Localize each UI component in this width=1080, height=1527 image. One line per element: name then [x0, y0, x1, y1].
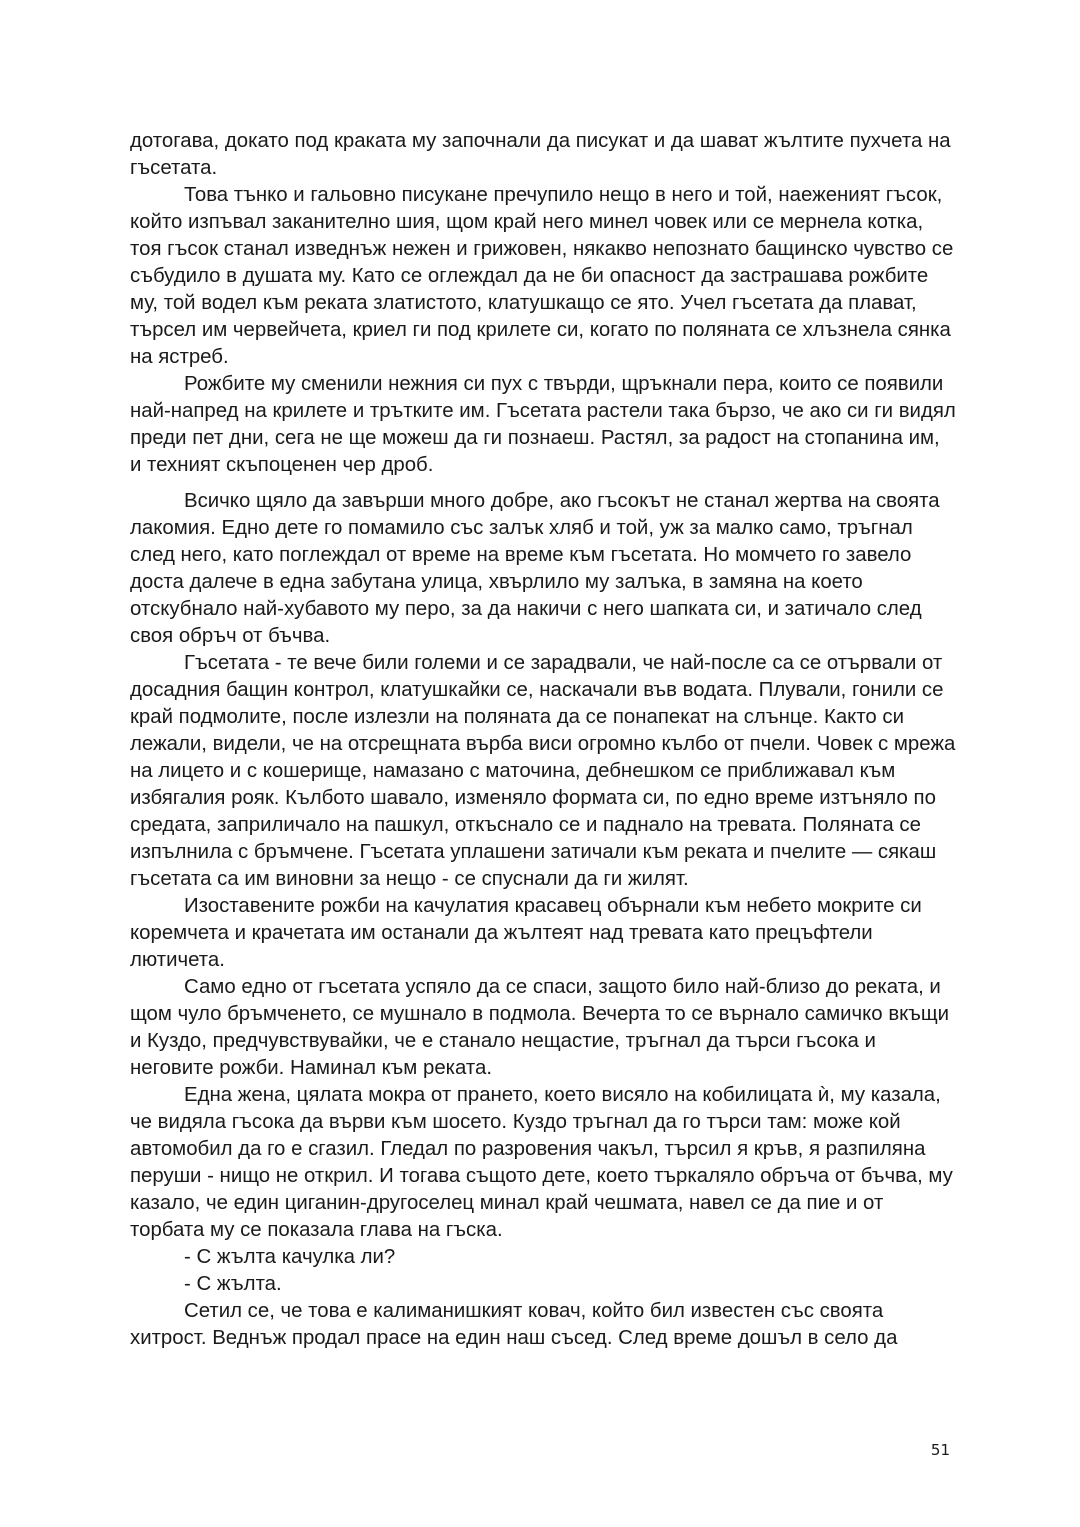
- body-text: [130, 128, 956, 1352]
- paragraph-8: Една жена, цялата мокра от прането, което висяло на кобилицата ѝ, му казала, че видяла гъсока да върви към шосето. Куздо тръгнал да го търси там: може кой автомобил да го е сгазил. Гледал по разровения чакъл, търсил я кръв, я разпиляна перуши - нищо не открил. И тогава същото дете, което търкаляло обръча от бъчва, му казало, че един циганин-другоселец минал край чешмата, навел се да пие и от торбата му се показала глава на гъска.: [130, 1084, 953, 1241]
- paragraph-9: Сетил се, че това е калиманишкият ковач, който бил известен със своята хитрост. Веднъж продал прасе на един наш съсед. След време дошъл в село да: [130, 1300, 898, 1349]
- paragraph-4: Всичко щяло да завърши много добре, ако гъсокът не станал жертва на своята лакомия. Едно дете го помамило със залък хляб и той, уж за малко само, тръгнал след него, като поглеждал от време на време към гъсетата. Но момчето го завело доста далече в една забутана улица, хвърлило му залъка, в замяна на което отскубнало най-хубавото му перо, за да накичи с него шапката си, и затичало след своя обръч от бъчва.: [130, 490, 940, 647]
- dialogue-line-1: - С жълта качулка ли?: [184, 1246, 396, 1268]
- paragraph-5: Гъсетата - те вече били големи и се зарадвали, че най-после са се отървали от досадния бащин контрол, клатушкайки се, наскачали във водата. Плували, гонили се край подмолите, после излезли на поляната да се понапекат на слънце. Както си лежали, видели, че на отсрещната върба виси огромно кълбо от пчели. Човек с мрежа на лицето и с кошерище, намазано с маточина, дебнешком се приближавал към избягалия рояк. Кълбото шавало, изменяло формата си, по едно време изтъняло по средата, заприличало на пашкул, откъснало се и паднало на тревата. Поляната се изпълнила с бръмчене. Гъсетата уплашени затичали към реката и пчелите — сякаш гъсетата са им виновни за нещо - се спуснали да ги жилят.: [130, 652, 956, 890]
- dialogue-line-2: - С жълта.: [184, 1273, 282, 1295]
- paragraph-1: дотогава, докато под краката му започнали да писукат и да шават жълтите пухчета на гъсетата.: [130, 130, 951, 179]
- page-number: 51: [930, 1441, 950, 1459]
- paragraph-3: Рожбите му сменили нежния си пух с твърди, щръкнали пера, които се появили най-напред на крилете и тръткитe им. Гъсетата растели така бързо, че ако си ги видял преди пет дни, сега не ще можеш да ги познаеш. Растял, за радост на стопанина им, и техният скъпоценен чер дроб.: [130, 373, 956, 476]
- paragraph-7: Само едно от гъсетата успяло да се спаси, защото било най-близо до реката, и щом чуло бръмченето, се мушнало в подмола. Вечерта то се върнало самичко вкъщи и Куздо, предчувствувайки, че е станало нещастие, тръгнал да търси гъсока и неговите рожби. Наминал към реката.: [130, 976, 949, 1079]
- paragraph-2: Това тънко и гальовно писукане пречупило нещо в него и той, наеженият гъсок, който изпъвал заканително шия, щом край него минел човек или се мернела котка, тоя гъсок станал изведнъж нежен и грижовен, някакво непознато бащинско чувство се събудило в душата му. Като се оглеждал да не би опасност да застрашава рожбите му, той водел към реката златистото, клатушкащо се ято. Учел гъсетата да плават, търсел им червейчета, криел ги под крилете си, когато по поляната се хлъзнела сянка на ястреб.: [130, 184, 954, 368]
- paragraph-6: Изоставените рожби на качулатия красавец обърнали към небето мокрите си коремчета и крачетата им останали да жълтеят над тревата като прецъфтели лютичета.: [130, 895, 922, 971]
